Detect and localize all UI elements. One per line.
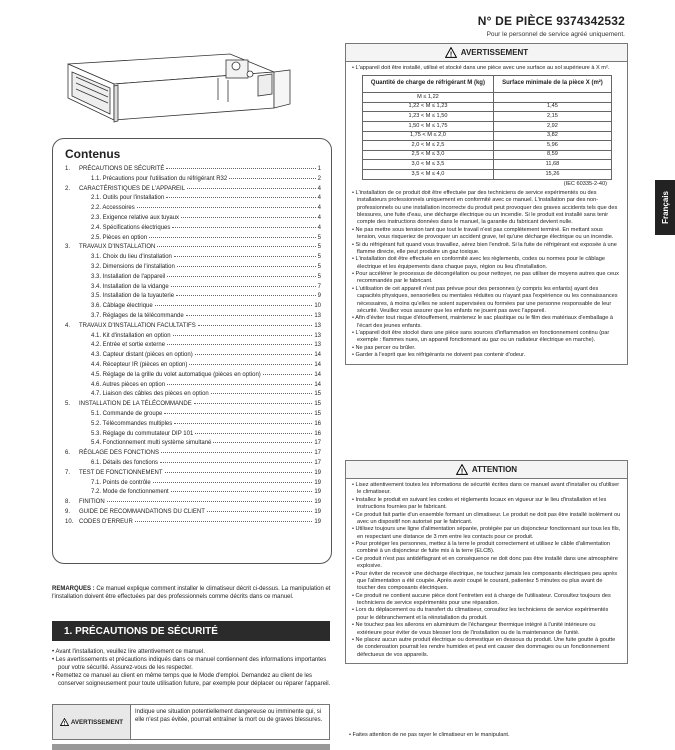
toc-entry-title: 4.6. Autres pièces en option bbox=[91, 381, 166, 388]
toc-leader-dots bbox=[165, 472, 313, 473]
list-item: • Utilisez toujours une ligne d'alimentation séparée, protégée par un disjoncteur fonctionnant sur tous les fils, en respectant une distance de 3 mm entre les contacts pour ce produit. bbox=[352, 526, 621, 540]
toc-entry-page: 10 bbox=[314, 303, 321, 310]
toc-leader-dots bbox=[171, 491, 313, 492]
toc-leader-dots bbox=[167, 384, 312, 385]
toc-entry bbox=[65, 470, 321, 480]
table-row: 3,0 < M ≤ 3,5 11,68 bbox=[362, 160, 611, 170]
toc-entry-page: 16 bbox=[314, 420, 321, 427]
toc-entry bbox=[65, 440, 321, 450]
toc-entry-title: TRAVAUX D'INSTALLATION bbox=[79, 244, 156, 251]
section-1-heading: 1. PRÉCAUTIONS DE SÉCURITÉ bbox=[52, 621, 330, 641]
remarks bbox=[52, 585, 332, 601]
toc-entry bbox=[65, 166, 321, 176]
toc-entry-page: 4 bbox=[317, 205, 321, 212]
toc-entry bbox=[65, 176, 321, 186]
list-item: • Ce produit n'est pas antidéflagrant et en conséquence ne doit donc pas être installé dans une atmosphère explosive. bbox=[352, 555, 618, 570]
toc-entry-title: 6.1. Détails des fonctions bbox=[91, 459, 159, 466]
toc-leader-dots bbox=[167, 344, 312, 345]
toc-entry-title: CODES D'ERREUR bbox=[79, 518, 133, 525]
toc-entry bbox=[65, 254, 321, 264]
toc-entry bbox=[65, 342, 321, 352]
table-header: Surface minimale de la pièce X (m²) bbox=[494, 76, 611, 93]
toc-entry-page: 9 bbox=[317, 293, 321, 300]
toc-leader-dots bbox=[164, 413, 312, 414]
list-item: • Les avertissements et précautions indiqués dans ce manuel contiennent des informations importantes pour votre sécurité. Assurez-vous de les respecter. bbox=[52, 657, 327, 672]
toc-entry bbox=[65, 372, 321, 382]
table-header: Quantité de charge de réfrigérant M (kg) bbox=[362, 76, 494, 93]
toc-entry-page: 19 bbox=[314, 499, 321, 506]
attention-box bbox=[345, 460, 628, 664]
toc-entry bbox=[65, 313, 321, 323]
toc-entry-title: 5.1. Commande de groupe bbox=[91, 410, 163, 417]
toc-leader-dots bbox=[153, 482, 313, 483]
list-item: • L'installation doit être effectuée en conformité avec les règlements, codes ou normes pour le câblage électrique et les équipements dans chaque pays, région ou lieu d'installation. bbox=[352, 256, 605, 270]
toc-entry-title: 2.2. Accessoires bbox=[91, 205, 135, 212]
toc-entry-title: 4.7. Liaison des câbles des pièces en option bbox=[91, 391, 209, 398]
toc-entry-page: 7 bbox=[317, 283, 321, 290]
toc-entry-title: 5.3. Réglage du commutateur DIP 101 bbox=[91, 430, 194, 437]
list-item: • Remettez ce manuel au client en même temps que le Mode d'emploi. Demandez au client de les conserver soigneusement pour toute utilisation future, par exemple pour déplacer ou réparer l'appareil. bbox=[52, 673, 331, 688]
toc-leader-dots bbox=[149, 237, 316, 238]
toc-entry-page: 1 bbox=[317, 166, 321, 172]
toc-leader-dots bbox=[189, 364, 312, 365]
toc-entry-number: 1. bbox=[65, 166, 71, 172]
table-row: 2,0 < M ≤ 2,5 5,96 bbox=[362, 141, 611, 151]
toc-entry-title: 3.3. Installation de l'appareil bbox=[91, 273, 166, 280]
list-item: • Installez le produit en suivant les codes et règlements locaux en vigueur sur le lieu d'installation et les instructions fournies par le fabricant. bbox=[352, 496, 607, 511]
toc-leader-dots bbox=[187, 188, 316, 189]
toc-entry-page: 17 bbox=[314, 459, 321, 466]
avertissement-header bbox=[346, 44, 627, 62]
toc-entry-number: 6. bbox=[65, 450, 71, 457]
section-1-bullets bbox=[52, 648, 332, 688]
toc-leader-dots bbox=[166, 197, 315, 198]
language-tab bbox=[655, 180, 675, 235]
table-row: 1,75 < M ≤ 2,0 3,82 bbox=[362, 131, 611, 141]
avertissement-box bbox=[345, 43, 628, 365]
toc-entry bbox=[65, 480, 321, 490]
list-item: • Ce produit ne contient aucune pièce dont l'entretien est à charge de l'utilisateur. Consultez toujours des techniciens de service expérimentés pour une réparation. bbox=[352, 592, 611, 606]
warning-definition-box bbox=[52, 704, 330, 740]
list-item: • L'utilisation de cet appareil n'est pas prévue pour des personnes (y compris les enfants) ayant des capacités physiques, sensorielles ou mentales réduites ou n'ayant pas l'expérience ou les connaissances nécessaires, à moins qu'elles ne soient supervisées ou formées par une personne responsable de leur sécurité. Veuillez vous assurer que les enfants ne jouent pas avec l'appareil. bbox=[352, 285, 618, 314]
toc-entry bbox=[65, 293, 321, 303]
toc-entry-title: FINITION bbox=[79, 499, 105, 506]
toc-entry-title: 2.3. Exigence relative aux tuyaux bbox=[91, 214, 180, 221]
toc-entry bbox=[65, 431, 321, 441]
part-number: N° DE PIÈCE 9374342532 bbox=[477, 14, 625, 28]
toc-entry-page: 15 bbox=[314, 401, 321, 408]
toc-entry bbox=[65, 362, 321, 372]
toc-leader-dots bbox=[198, 325, 313, 326]
toc-entry-page: 5 bbox=[317, 254, 321, 261]
toc-entry-title: 7.1. Points de contrôle bbox=[91, 479, 151, 486]
toc-entry-page: 14 bbox=[314, 352, 321, 359]
toc-entry-title: CARACTÉRISTIQUES DE L'APPAREIL bbox=[79, 185, 186, 192]
toc-entry bbox=[65, 499, 321, 509]
toc-entry bbox=[65, 215, 321, 225]
toc-entry-page: 13 bbox=[314, 332, 321, 339]
toc-entry-page: 2 bbox=[317, 175, 321, 182]
toc-title: Contenus bbox=[65, 147, 121, 161]
toc-entry bbox=[65, 235, 321, 245]
toc-entry-page: 19 bbox=[314, 518, 321, 525]
toc-entry bbox=[65, 323, 321, 333]
toc-leader-dots bbox=[195, 433, 312, 434]
toc-list bbox=[65, 166, 321, 528]
toc-entry bbox=[65, 186, 321, 196]
toc-entry-title: 4.4. Récepteur IR (pièces en option) bbox=[91, 361, 188, 368]
list-item: • Garder à l'esprit que les réfrigérants ne doivent pas contenir d'odeur. bbox=[352, 352, 526, 359]
handling-footnote: • Faites attention de ne pas rayer le climatiseur en le manipulant. bbox=[349, 732, 510, 738]
list-item: • Lors du déplacement ou du transfert du climatiseur, consultez les techniciens de service expérimentés pour le débranchement et la réinstallation du produit. bbox=[352, 607, 609, 621]
toc-entry-title: 2.4. Spécifications électriques bbox=[91, 224, 171, 231]
svg-text:!: ! bbox=[449, 51, 452, 58]
toc-entry-title: 1.1. Précautions pour l'utilisation du réfrigérant R32 bbox=[91, 175, 228, 182]
toc-entry-page: 13 bbox=[314, 342, 321, 349]
list-item: • Pour éviter de recevoir une décharge électrique, ne touchez jamais les composants électriques peu après que l'alimentation a été coupée. Après avoir coupé le courant, patientez 5 minutes ou plus avant de toucher des composants électriques. bbox=[352, 570, 618, 592]
toc-leader-dots bbox=[207, 511, 312, 512]
toc-entry-number: 4. bbox=[65, 322, 71, 329]
toc-entry-number: 2. bbox=[65, 185, 71, 192]
warning-label: AVERTISSEMENT bbox=[70, 718, 124, 726]
list-item: • Ne placez aucun autre produit électrique ou domestique en dessous du produit. Une fuite goutte à goutte de condensation pourrait les rendre humides et peut ent causer des dommages ou un fonctionnement défectueux de vos appareils. bbox=[352, 636, 616, 658]
remarks-label: REMARQUES : bbox=[52, 586, 95, 592]
toc-entry bbox=[65, 195, 321, 205]
toc-entry-page: 5 bbox=[317, 244, 321, 251]
toc-leader-dots bbox=[195, 354, 313, 355]
refrigerant-charge-table bbox=[362, 75, 612, 179]
toc-entry-page: 4 bbox=[317, 224, 321, 231]
toc-entry bbox=[65, 264, 321, 274]
attention-bullets bbox=[346, 479, 627, 663]
toc-entry bbox=[65, 352, 321, 362]
toc-entry bbox=[65, 382, 321, 392]
toc-leader-dots bbox=[181, 217, 316, 218]
toc-entry-title: TEST DE FONCTIONNEMENT bbox=[79, 469, 163, 476]
toc-entry-page: 13 bbox=[314, 312, 321, 319]
table-of-contents bbox=[52, 138, 332, 564]
avertissement-title: AVERTISSEMENT bbox=[460, 48, 529, 57]
toc-entry bbox=[65, 401, 321, 411]
list-item: • Pour accélérer le processus de décongélation ou pour nettoyer, ne pas utiliser de moyens autres que ceux recommandés par le fabricant. bbox=[352, 271, 619, 285]
toc-entry-number: 7. bbox=[65, 469, 71, 476]
toc-entry-page: 4 bbox=[317, 214, 321, 221]
toc-entry-page: 5 bbox=[317, 273, 321, 280]
toc-entry-title: 4.3. Capteur distant (pièces en option) bbox=[91, 352, 193, 359]
toc-leader-dots bbox=[160, 462, 312, 463]
toc-entry-page: 5 bbox=[317, 234, 321, 241]
toc-entry-page: 16 bbox=[314, 430, 321, 437]
toc-leader-dots bbox=[211, 393, 313, 394]
toc-leader-dots bbox=[107, 501, 313, 502]
toc-entry bbox=[65, 333, 321, 343]
toc-leader-dots bbox=[135, 521, 312, 522]
warning-label-cell bbox=[53, 705, 131, 739]
toc-entry-number: 10. bbox=[65, 518, 74, 525]
list-item: • Ce produit fait partie d'un ensemble formant un climatiseur. Le produit ne doit pas être installé isolément ou avec un dispositif non autorisé par le fabricant. bbox=[352, 511, 621, 525]
toc-entry bbox=[65, 391, 321, 401]
warning-triangle-icon bbox=[60, 718, 69, 726]
list-item: • Pour protéger les personnes, mettez à la terre le produit correctement et utilisez le câble d'alimentation combiné à un disjoncteur de fuite mis à la terre (ELCB). bbox=[352, 541, 610, 555]
toc-entry bbox=[65, 303, 321, 313]
toc-entry-page: 15 bbox=[314, 410, 321, 417]
toc-entry bbox=[65, 205, 321, 215]
toc-entry-number: 5. bbox=[65, 401, 71, 408]
table-row: 2,5 < M ≤ 3,0 8,59 bbox=[362, 150, 611, 160]
toc-entry-page: 19 bbox=[314, 508, 321, 515]
toc-leader-dots bbox=[166, 168, 315, 169]
toc-entry-title: 4.5. Réglage de la grille du volet automatique (pièces en option) bbox=[91, 371, 261, 378]
toc-entry-title: RÉGLAGE DES FONCTIONS bbox=[79, 450, 160, 457]
toc-entry-page: 17 bbox=[314, 450, 321, 457]
toc-leader-dots bbox=[167, 276, 315, 277]
next-box-edge bbox=[52, 744, 330, 750]
toc-entry-title: 4.1. Kit d'installation en option bbox=[91, 332, 171, 339]
toc-entry-title: 7.2. Mode de fonctionnement bbox=[91, 489, 169, 496]
toc-leader-dots bbox=[229, 178, 315, 179]
list-item: • L'appareil doit être installé, utilisé et stocké dans une pièce avec une surface au sol supérieure à X m². bbox=[352, 65, 610, 71]
table-row: 1,50 < M ≤ 1,75 2,92 bbox=[362, 121, 611, 131]
toc-leader-dots bbox=[213, 442, 312, 443]
toc-entry-title: 3.5. Installation de la tuyauterie bbox=[91, 293, 175, 300]
toc-entry bbox=[65, 460, 321, 470]
toc-entry bbox=[65, 274, 321, 284]
toc-entry bbox=[65, 225, 321, 235]
toc-entry-title: 3.6. Câblage électrique bbox=[91, 303, 153, 310]
toc-entry bbox=[65, 411, 321, 421]
toc-entry-title: 2.1. Outils pour l'installation bbox=[91, 195, 165, 202]
toc-entry-title: GUIDE DE RECOMMANDATIONS DU CLIENT bbox=[79, 508, 205, 515]
toc-entry-title: INSTALLATION DE LA TÉLÉCOMMANDE bbox=[79, 401, 192, 408]
remarks-text: Ce manuel explique comment installer le climatiseur décrit ci-dessus. La manipulation et l'installation doivent être effectuées par des professionnels comme décrits dans ce manuel. bbox=[52, 586, 331, 601]
list-item: • Lisez attentivement toutes les informations de sécurité écrites dans ce manuel avant d'installer ou d'utiliser le climatiseur. bbox=[352, 482, 620, 496]
toc-entry bbox=[65, 519, 321, 529]
avertissement-body bbox=[346, 62, 627, 364]
toc-leader-dots bbox=[173, 335, 313, 336]
svg-text:!: ! bbox=[63, 720, 66, 726]
list-item: • Si du réfrigérant fuit quand vous travaillez, aérez bien l'endroit. Si la fuite de réfrigérant est exposée à une flamme directe, elle peut produire un gaz toxique. bbox=[352, 241, 617, 255]
toc-entry-number: 3. bbox=[65, 244, 71, 251]
toc-entry-title: 5.4. Fonctionnement multi système simultané bbox=[91, 440, 212, 447]
table-standard-note: (IEC 60335-2-40) bbox=[563, 180, 607, 187]
warning-definition: Indique une situation potentiellement dangereuse ou imminente qui, si elle n'est pas évitée, pourrait entraîner la mort ou de graves blessures. bbox=[135, 709, 323, 724]
toc-leader-dots bbox=[157, 246, 315, 247]
toc-leader-dots bbox=[174, 423, 312, 424]
toc-leader-dots bbox=[161, 452, 312, 453]
toc-entry-title: PRÉCAUTIONS DE SÉCURITÉ bbox=[79, 166, 165, 172]
toc-entry-title: 2.5. Pièces en option bbox=[91, 234, 148, 241]
toc-entry-page: 14 bbox=[314, 381, 321, 388]
list-item: • Avant l'installation, veuillez lire attentivement ce manuel. bbox=[52, 649, 205, 655]
toc-entry-title: 5.2. Télécommandes multiples bbox=[91, 420, 173, 427]
language-tab-label: Français bbox=[660, 191, 670, 224]
toc-entry-page: 5 bbox=[317, 263, 321, 270]
toc-entry bbox=[65, 450, 321, 460]
toc-entry bbox=[65, 284, 321, 294]
part-subtitle: Pour le personnel de service agréé uniquement. bbox=[486, 31, 625, 38]
toc-entry bbox=[65, 509, 321, 519]
warning-triangle-icon bbox=[445, 47, 457, 58]
list-item: • Afin d'éviter tout risque d'étouffement, maintenez le sac plastique ou le film des matériaux d'emballage à l'écart des jeunes enfants. bbox=[352, 315, 613, 329]
toc-entry-page: 14 bbox=[314, 361, 321, 368]
toc-leader-dots bbox=[176, 295, 316, 296]
attention-title: ATTENTION bbox=[471, 465, 518, 474]
list-item: • L'appareil doit être stocké dans une pièce sans sources d'inflammation en fonctionnement continu (par exemple : flammes nues, un appareil fonctionnant au gaz ou un radiateur électrique en marche). bbox=[352, 330, 610, 344]
toc-entry bbox=[65, 489, 321, 499]
toc-entry-title: 3.2. Dimensions de l'installation bbox=[91, 263, 175, 270]
toc-entry-page: 19 bbox=[314, 489, 321, 496]
list-item: • Ne touchez pas les ailerons en aluminium de l'échangeur thermique intégré à l'unité intérieure ou extérieure pour éviter de vous blesser lors de l'installation ou de la maintenance de l'unité. bbox=[352, 622, 596, 636]
toc-entry-title: 3.1. Choix du lieu d'installation bbox=[91, 254, 172, 261]
toc-leader-dots bbox=[155, 305, 313, 306]
toc-entry-title: 3.4. Installation de la vidange bbox=[91, 283, 169, 290]
toc-entry-page: 19 bbox=[314, 479, 321, 486]
toc-leader-dots bbox=[186, 315, 313, 316]
toc-entry-page: 14 bbox=[314, 371, 321, 378]
toc-entry bbox=[65, 421, 321, 431]
toc-entry-title: TRAVAUX D'INSTALLATION FACULTATIFS bbox=[79, 322, 196, 329]
list-item: • L'installation de ce produit doit être effectuée par des techniciens de service expérimentés ou des installateurs professionnels uniquement en conformité avec ce manuel. L'installation par des non-professionnels ou une installation incorrecte du produit peut provoquer des graves accidents tels que des blessures, une fuite d'eau, une décharge électrique ou un incendie. Si le produit est installé sans tenir compte des instructions données dans le manuel, la garantie du fabricant devient nulle. bbox=[352, 189, 618, 226]
toc-entry-page: 15 bbox=[314, 391, 321, 398]
toc-entry bbox=[65, 244, 321, 254]
table-row: 1,22 < M ≤ 1,23 1,45 bbox=[362, 102, 611, 112]
table-row: M ≤ 1,22 bbox=[362, 93, 611, 103]
toc-leader-dots bbox=[194, 403, 313, 404]
toc-entry-page: 4 bbox=[317, 185, 321, 192]
toc-entry-title: 4.2. Entrée et sortie externe bbox=[91, 342, 166, 349]
toc-entry-number: 9. bbox=[65, 508, 71, 515]
toc-leader-dots bbox=[172, 227, 315, 228]
list-item: • Ne pas percer ou brûler. bbox=[352, 344, 416, 351]
toc-entry-page: 17 bbox=[314, 440, 321, 447]
table-row: 3,5 < M ≤ 4,0 15,26 bbox=[362, 169, 611, 179]
toc-entry-page: 13 bbox=[314, 322, 321, 329]
toc-entry-title: 3.7. Réglages de la télécommande bbox=[91, 312, 184, 319]
avertissement-bullets bbox=[352, 190, 621, 360]
toc-leader-dots bbox=[137, 207, 316, 208]
warning-triangle-icon bbox=[456, 464, 468, 475]
attention-header bbox=[346, 461, 627, 479]
toc-leader-dots bbox=[177, 266, 316, 267]
svg-text:!: ! bbox=[460, 468, 464, 475]
duct-unit-illustration bbox=[58, 50, 298, 130]
toc-entry-page: 19 bbox=[314, 469, 321, 476]
list-item: • Ne pas mettre sous tension tant que tout le travail n'est pas complètement terminé. En mettant sous tension, vous risqueriez de provoquer un accident grave, tel qu'une décharge électrique ou un incendie. bbox=[352, 226, 614, 241]
toc-leader-dots bbox=[263, 374, 313, 375]
table-row: 1,23 < M ≤ 1,50 2,15 bbox=[362, 112, 611, 122]
toc-leader-dots bbox=[174, 256, 316, 257]
toc-entry-number: 8. bbox=[65, 499, 71, 506]
toc-entry-page: 4 bbox=[317, 195, 321, 202]
toc-leader-dots bbox=[171, 286, 316, 287]
page-header bbox=[478, 14, 625, 38]
